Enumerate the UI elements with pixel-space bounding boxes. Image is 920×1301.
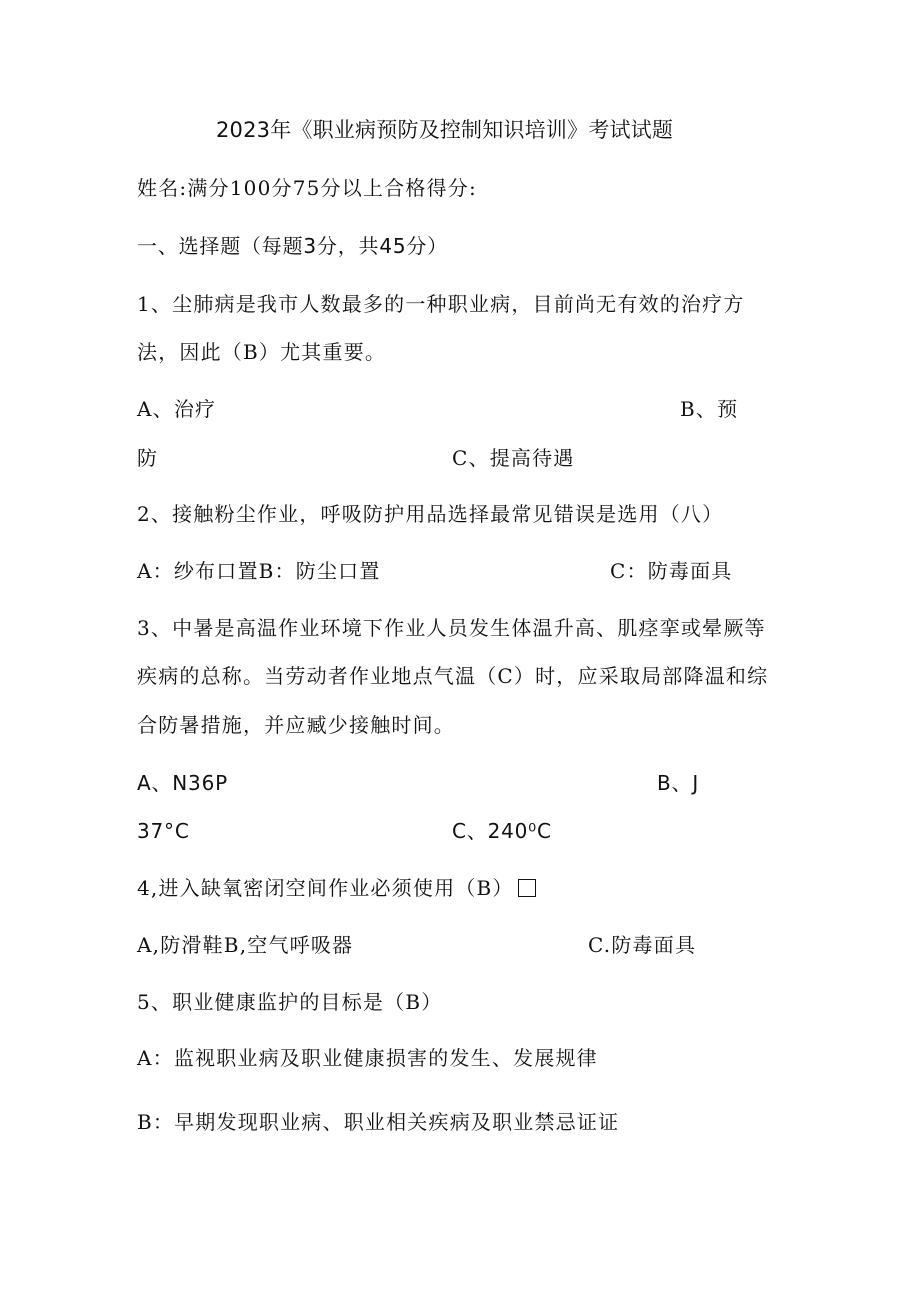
question-1-option-b: B、预 [680,397,739,421]
question-3-option-b-cont: 37°C [137,819,190,843]
info-line: 姓名:满分100分75分以上合格得分: [137,176,477,200]
question-2-option-c: C：防毒面具 [610,559,733,583]
page-title: 2023年《职业病预防及控制知识培训》考试试题 [216,118,674,142]
section-heading: 一、选择题（每题3分，共45分） [137,234,448,258]
question-5-option-b: B：早期发现职业病、职业相关疾病及职业禁忌证证 [137,1110,620,1134]
question-1-option-b-cont: 防 [137,446,159,470]
question-4-label: 4,进入缺氧密闭空间作业必须使用（B） [137,876,514,900]
checkbox-icon [518,879,536,897]
question-1-text: 1、尘肺病是我市人数最多的一种职业病，目前尚无有效的治疗方 [137,292,745,316]
question-4-options-ab: A,防滑鞋B,空气呼吸器 [137,933,354,957]
question-3-text-cont: 疾病的总称。当劳动者作业地点气温（C）时，应采取局部降温和综 [137,664,769,688]
question-4-option-c: C.防毒面具 [588,933,697,957]
question-1-option-a: A、治疗 [137,397,217,421]
question-1-option-c: C、提高待遇 [452,446,575,470]
question-3-option-a: A、N36P [137,771,228,795]
question-5-option-a: A：监视职业病及职业健康损害的发生、发展规律 [137,1046,598,1070]
question-5-text: 5、职业健康监护的目标是（B） [137,990,443,1014]
question-1-text-cont: 法，因此（B）尤其重要。 [137,340,387,364]
question-4-text [137,876,536,900]
question-3-option-c: C、240⁰C [452,819,552,843]
question-3-option-b: B、J [657,771,700,795]
question-3-text-cont-2: 合防暑措施，并应臧少接触时间。 [137,713,455,737]
question-2-options-ab: A：纱布口置B：防尘口置 [137,559,381,583]
question-2-text: 2、接触粉尘作业，呼吸防护用品选择最常见错误是选用（八） [137,502,724,526]
question-3-text: 3、中暑是高温作业环境下作业人员发生体温升高、肌痉挛或晕厥等 [137,616,766,640]
